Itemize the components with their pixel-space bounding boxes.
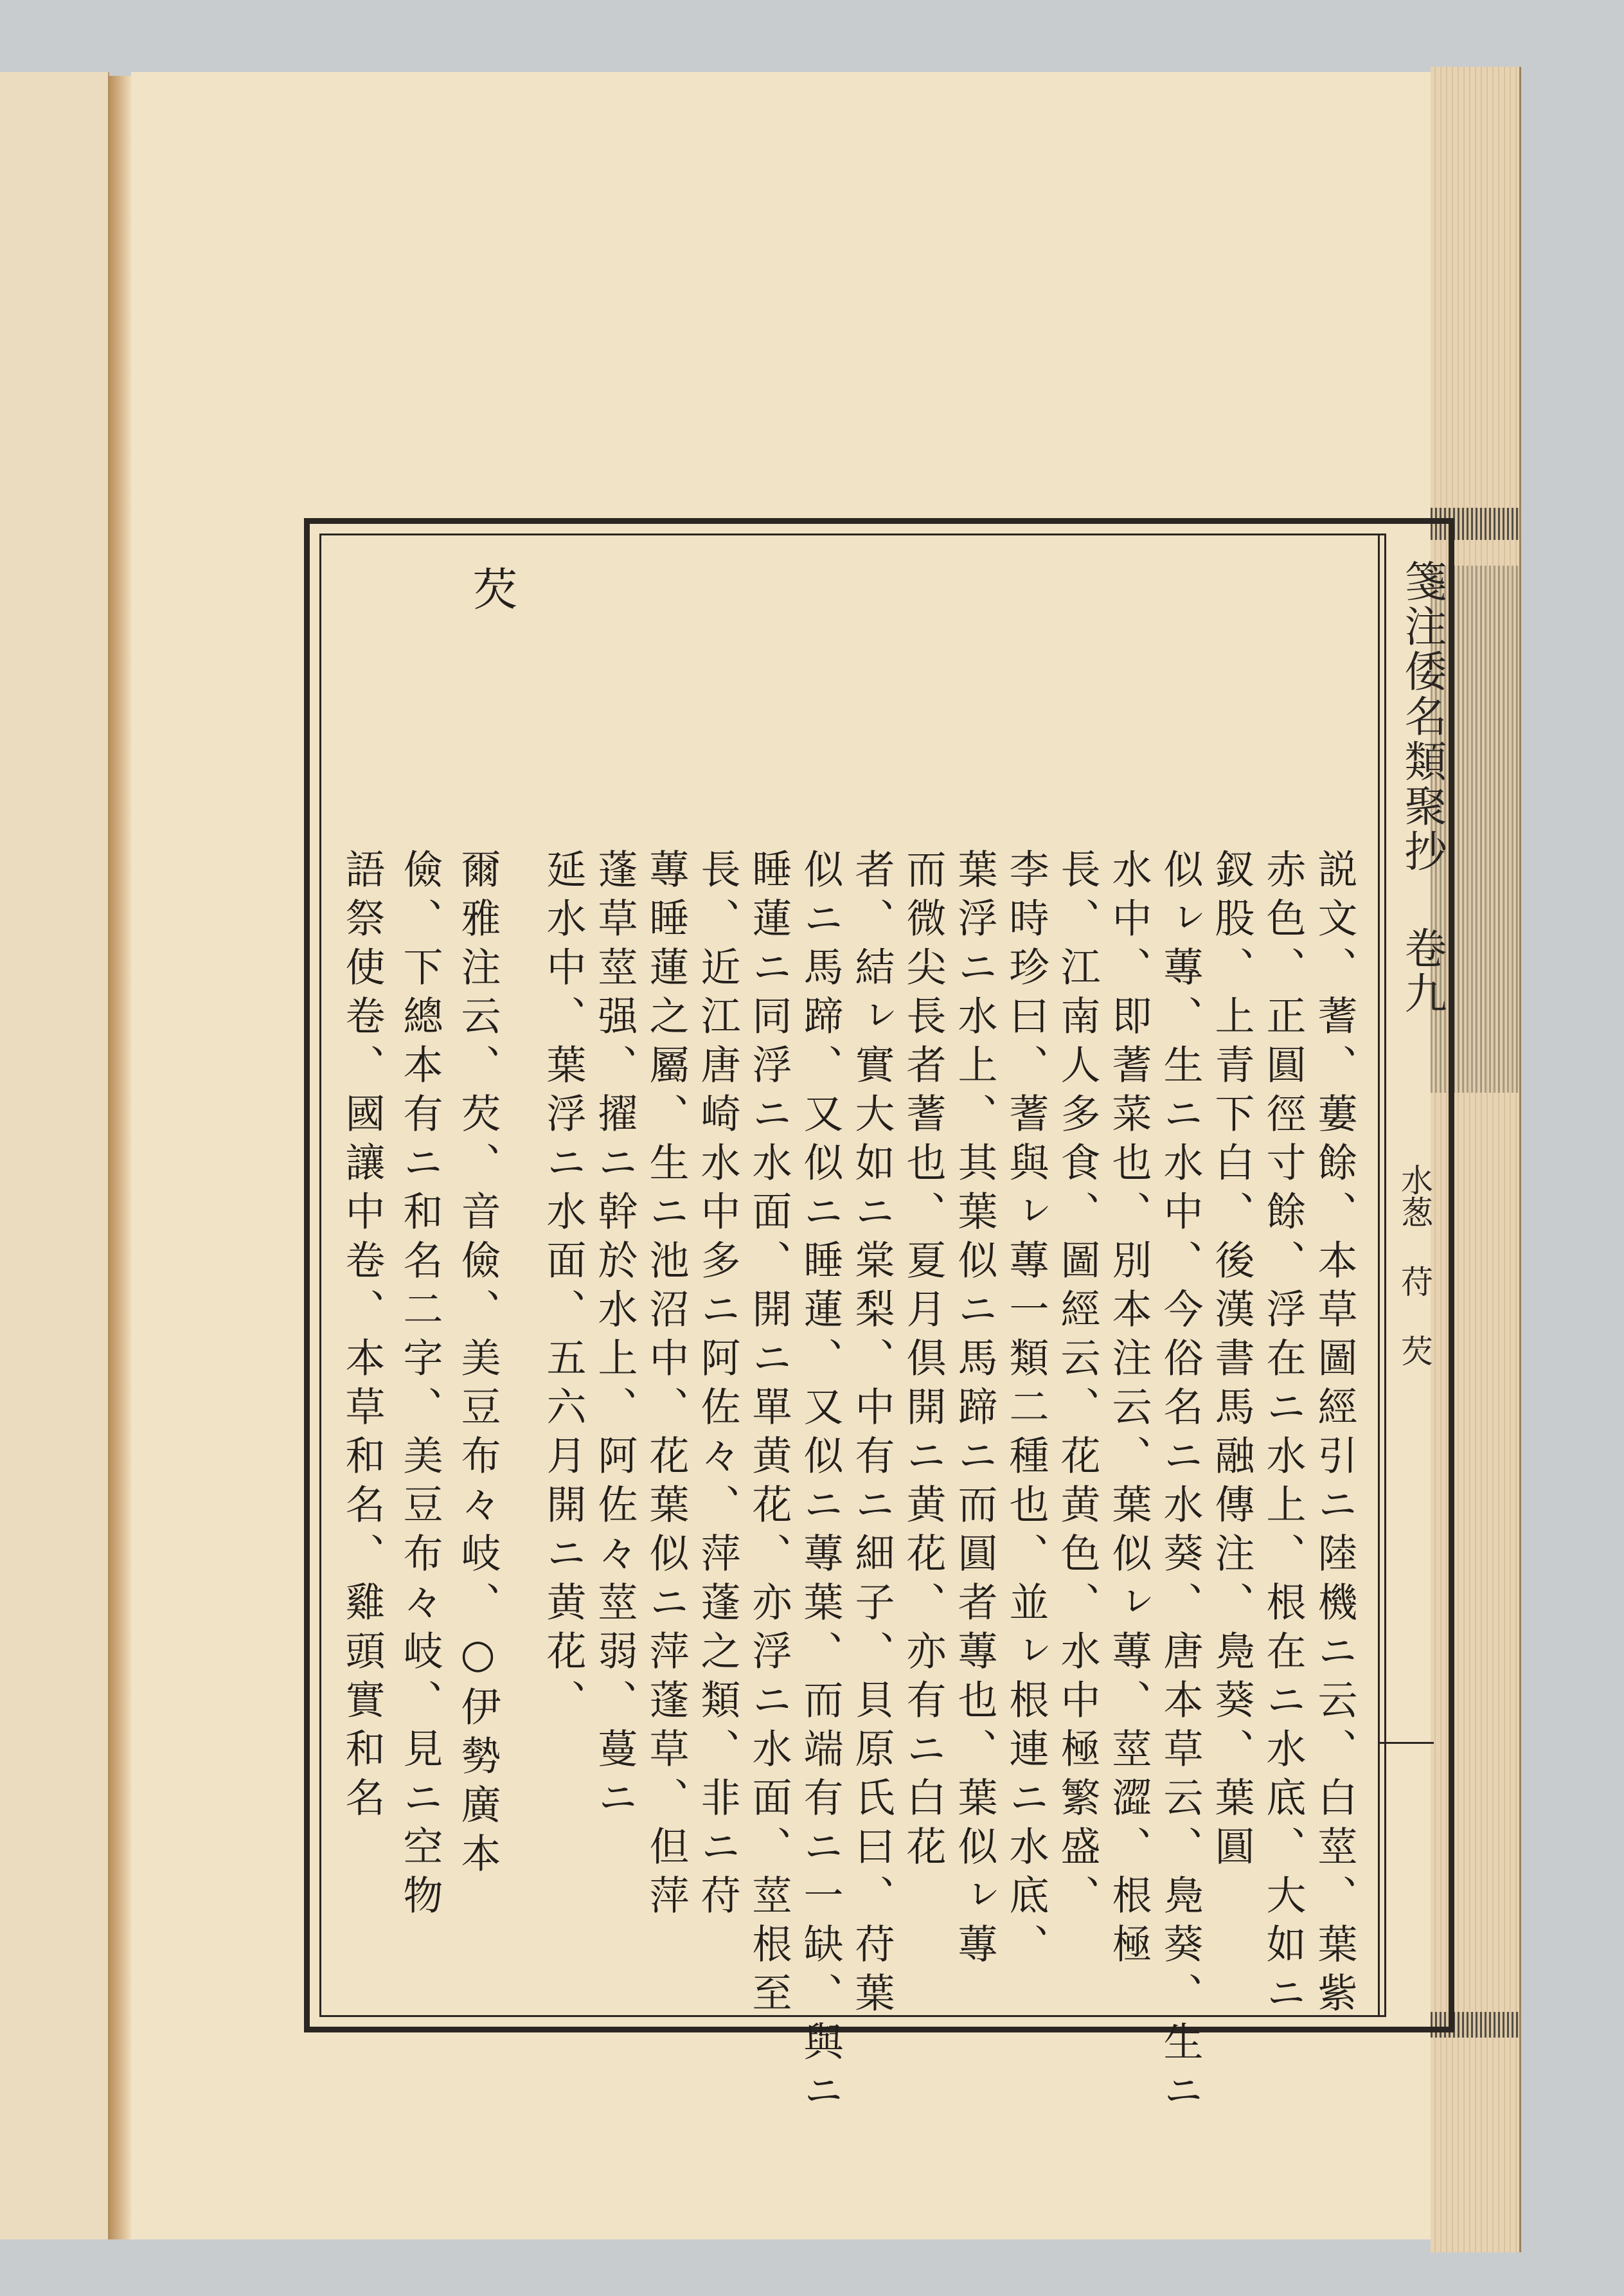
text-column: 蓬草莖强、擢ニ幹於水上、阿佐々莖弱、蔓ニ xyxy=(591,848,638,1825)
running-head: 箋注倭名類聚抄 卷九 xyxy=(1397,559,1447,1016)
text-column: 水中、即蓍菜也、別本注云、葉似ㇾ蓴、莖澀、根極 xyxy=(1105,848,1152,1972)
header-divider-tick xyxy=(1379,1742,1434,1744)
text-column: 長、近江唐崎水中多ニ阿佐々、萍蓬之類、非ニ苻 xyxy=(694,848,741,1923)
header-divider xyxy=(1378,534,1380,2017)
book-gutter xyxy=(108,76,131,2239)
section-labels: 水葱 苻 芡 xyxy=(1396,1163,1433,1367)
left-facing-page xyxy=(0,72,109,2239)
entry-heading: 芡 xyxy=(465,566,518,611)
text-column: 似ニ馬蹄、又似ニ睡蓮、又似ニ蓴葉、而端有ニ一缺、與ニ xyxy=(797,848,844,2119)
text-column: 蓴睡蓮之屬、生ニ池沼中、花葉似ニ萍蓬草、但萍 xyxy=(643,848,690,1923)
text-column: 説文、蓍、蔞餘、本草圖經引ニ陸機ニ云、白莖、葉紫 xyxy=(1311,848,1358,2021)
text-column: 長、江南人多食、圖經云、花黄色、水中極繁盛、 xyxy=(1054,848,1101,1923)
text-column: 釵股、上青下白、後漢書馬融傳注、鳧葵、葉圓 xyxy=(1208,848,1255,1874)
text-column: 睡蓮ニ同浮ニ水面、開ニ單黄花、亦浮ニ水面、莖根至 xyxy=(745,848,792,2021)
text-column: 語祭使卷、國讓中卷、本草和名、雞頭實和名 xyxy=(339,848,386,1825)
text-column: 儉、下總本有ニ和名二字、美豆布々岐、見ニ空物 xyxy=(397,848,443,1923)
text-column: 爾雅注云、芡、音儉、美豆布々岐、○伊勢廣本 xyxy=(454,848,501,1881)
text-column: 赤色、正圓徑寸餘、浮在ニ水上、根在ニ水底、大如ニ xyxy=(1260,848,1307,2021)
text-column: 者、結ㇾ實大如ニ棠梨、中有ニ細子、貝原氏曰、苻葉 xyxy=(848,848,895,2021)
text-column: 李時珍曰、蓍與ㇾ蓴一類二種也、並ㇾ根連ニ水底、 xyxy=(1003,848,1049,1972)
text-column: 似ㇾ蓴、生ニ水中、今俗名ニ水葵、唐本草云、鳧葵、生ニ xyxy=(1157,848,1204,2119)
text-column: 延水中、葉浮ニ水面、五六月開ニ黄花、 xyxy=(540,848,587,1728)
text-column: 而微尖長者蓍也、夏月倶開ニ黄花、亦有ニ白花 xyxy=(900,848,947,1874)
text-column: 葉浮ニ水上、其葉似ニ馬蹄ニ而圓者蓴也、葉似ㇾ蓴 xyxy=(951,848,998,1972)
